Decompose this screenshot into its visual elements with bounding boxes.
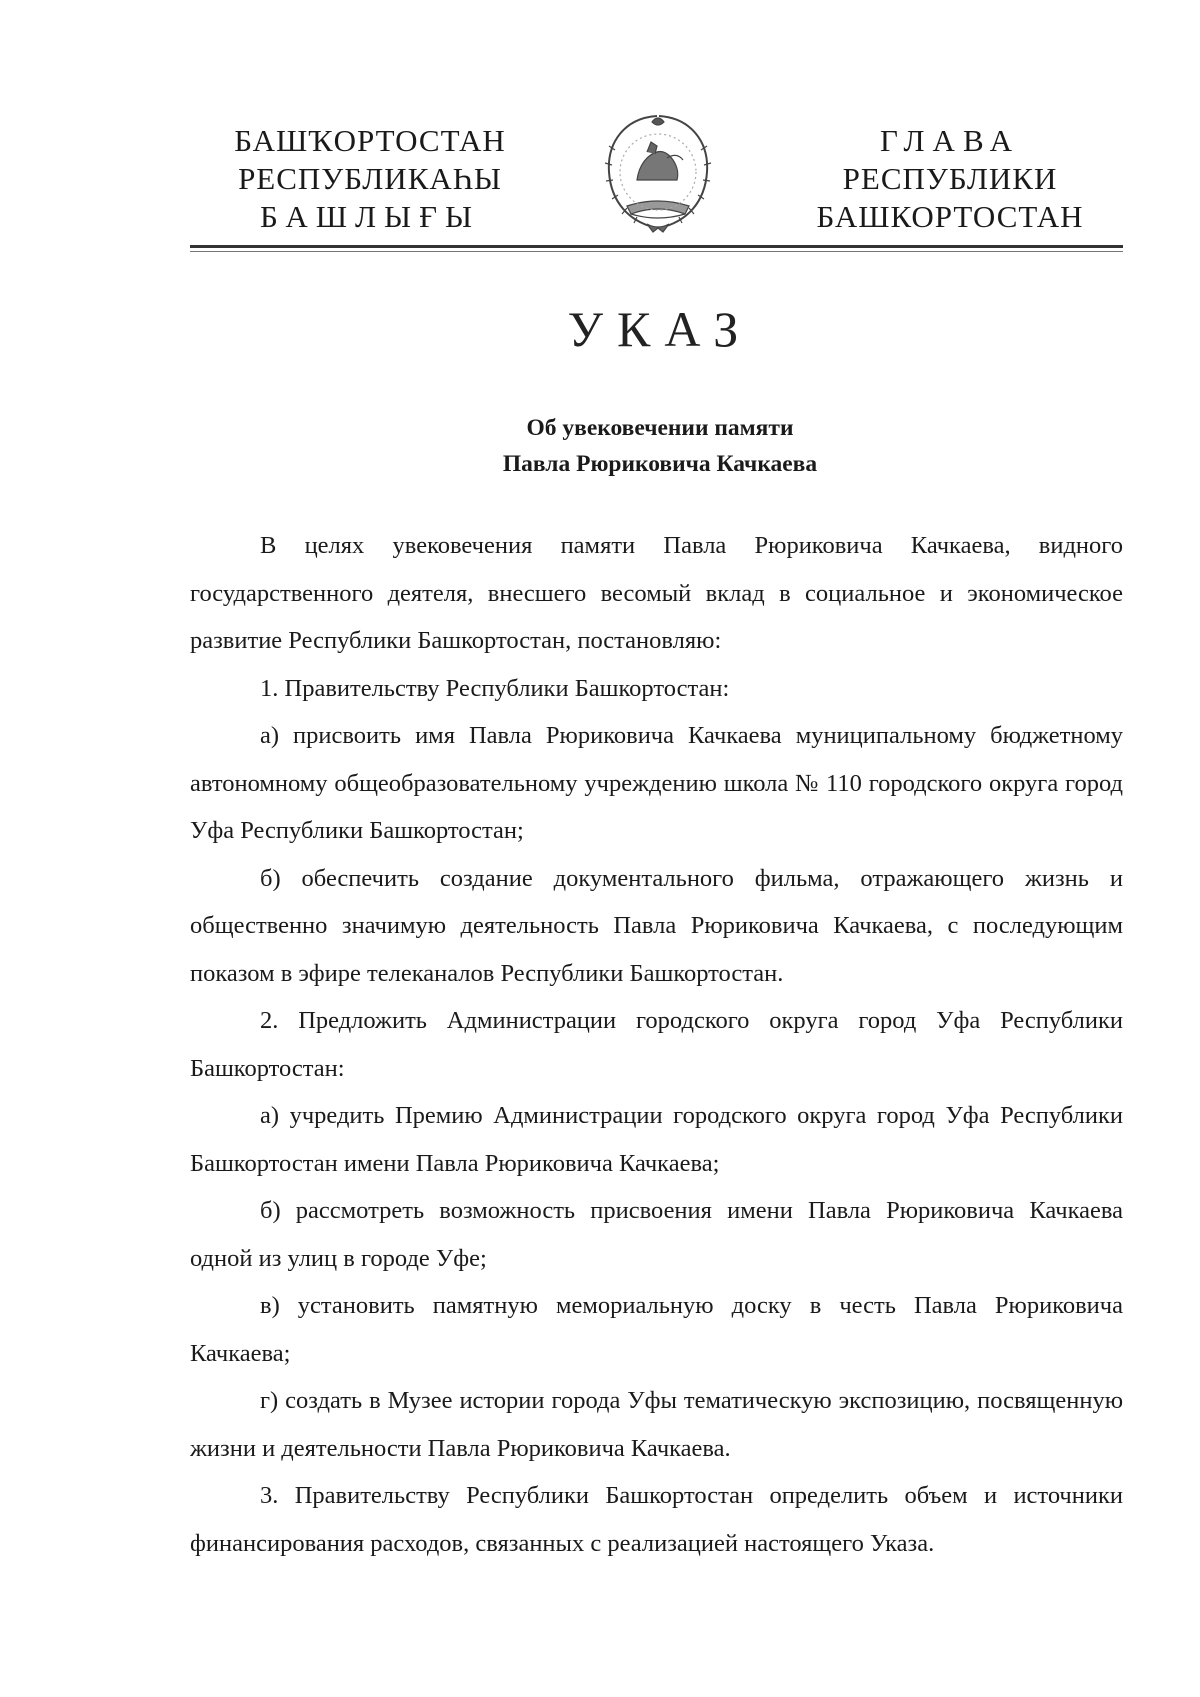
coat-of-arms-icon <box>597 110 719 238</box>
header-right-line2: РЕСПУБЛИКИ <box>842 161 1058 196</box>
header-russian-title <box>800 122 1100 236</box>
header-right-line1: ГЛАВА <box>879 123 1021 158</box>
header-left-line2: РЕСПУБЛИКАҺЫ <box>238 161 502 196</box>
paragraph-item-2: 2. Предложить Администрации городского округа город Уфа Республики Башкортостан: <box>190 1007 1123 1082</box>
header-rule-thin <box>190 251 1123 252</box>
document-title: УКАЗ <box>567 301 753 357</box>
paragraph-item-1a: а) присвоить имя Павла Рюриковича Качкаева муниципальному бюджетному автономному общеобразовательному учреждению школа № 110 городского округа город Уфа Республики Башкортостан; <box>190 722 1123 844</box>
paragraph-item-2v: в) установить памятную мемориальную доску в честь Павла Рюриковича Качкаева; <box>190 1292 1123 1367</box>
paragraph-item-1: 1. Правительству Республики Башкортостан: <box>260 674 730 702</box>
subtitle-line2: Павла Рюриковича Качкаева <box>502 451 818 477</box>
paragraph-item-2g: г) создать в Музее истории города Уфы тематическую экспозицию, посвященную жизни и деятельности Павла Рюриковича Качкаева. <box>190 1387 1123 1462</box>
header-left-line1: БАШҠОРТОСТАН <box>234 123 506 158</box>
document-subtitle <box>400 410 920 482</box>
paragraph-item-2b: б) рассмотреть возможность присвоения имени Павла Рюриковича Качкаева одной из улиц в городе Уфе; <box>190 1197 1123 1272</box>
header-rule <box>190 245 1123 248</box>
decree-body <box>190 522 1123 1567</box>
header-right-line3: БАШКОРТОСТАН <box>816 199 1084 234</box>
paragraph-item-2a: а) учредить Премию Администрации городского округа город Уфа Республики Башкортостан имени Павла Рюриковича Качкаева; <box>190 1102 1123 1177</box>
header-left-line3: БАШЛЫҒЫ <box>259 199 481 234</box>
paragraph-preamble: В целях увековечения памяти Павла Рюриковича Качкаева, видного государственного деятеля, внесшего весомый вклад в социальное и экономическое развитие Республики Башкортостан, постановляю: <box>190 532 1123 654</box>
paragraph-item-1b: б) обеспечить создание документального фильма, отражающего жизнь и общественно значимую деятельность Павла Рюриковича Качкаева, с последующим показом в эфире телеканалов Республики Башкортостан. <box>190 864 1123 987</box>
header-bashkir-title <box>195 122 545 236</box>
paragraph-item-3: 3. Правительству Республики Башкортостан определить объем и источники финансирования расходов, связанных с реализацией настоящего Указа. <box>190 1482 1123 1557</box>
subtitle-line1: Об увековечении памяти <box>526 415 794 441</box>
